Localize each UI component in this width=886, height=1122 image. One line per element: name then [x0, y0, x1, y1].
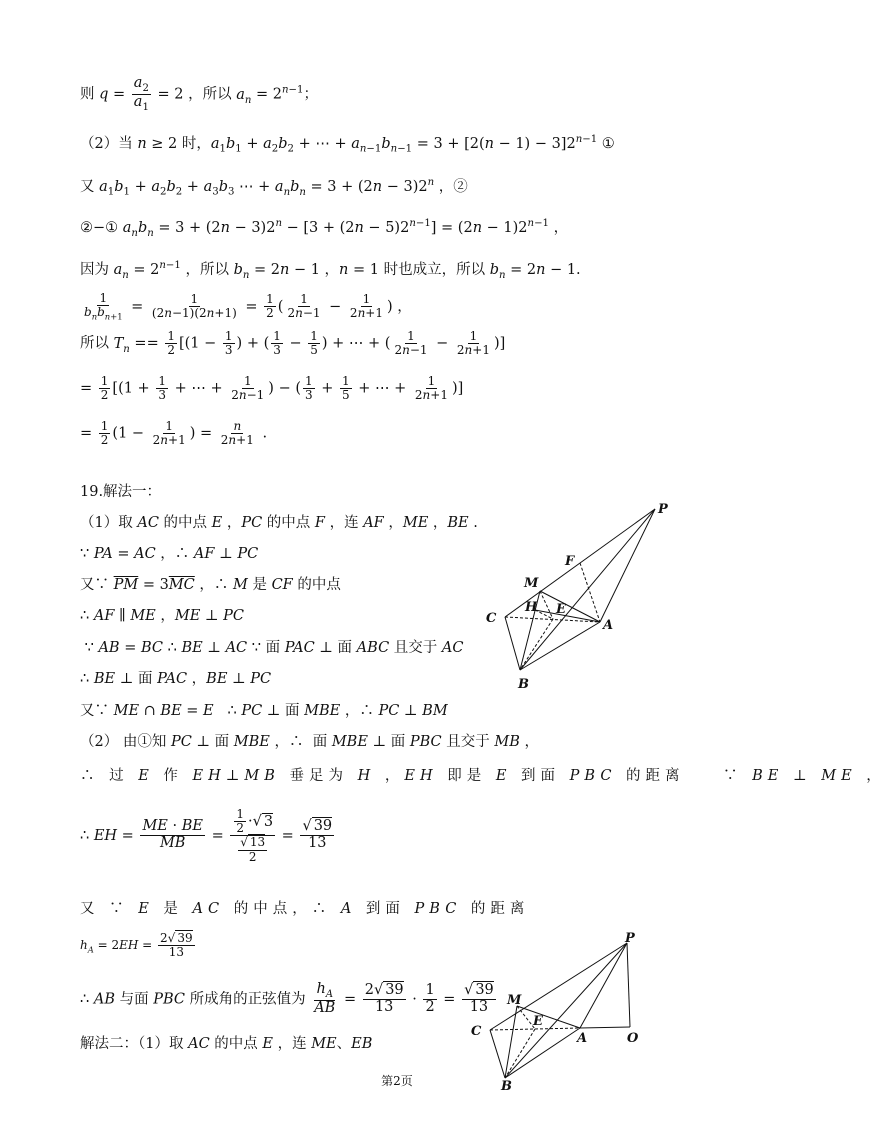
line-eq2: 又 $a_1b_1 + a_2b_2 + a_3b_3$ ⋯ + $a_nb_n = 3 + (2n - 3)2^n$ ，②	[80, 177, 468, 198]
line-tn-2: = $\frac{1}{2}$ [(1 + $\frac{1}{3}$ + ⋯ + $\frac{1}{2n-1}$ ) − ( $\frac{1}{3}$ + $\frac{1}{5}$ + ⋯ + $\frac{1}{2n+1}$ )]	[80, 374, 464, 403]
q19-line2: ∵ PA = AC ，∴ AF ⊥ PC	[80, 546, 259, 562]
q19-line10: 又 ∵ E 是 AC 的中点，∴ A 到面 PBC 的距离	[80, 901, 530, 917]
q19-line7: 又∵ ME ∩ BE = E ∴ PC ⊥ 面 MBE ，∴ PC ⊥ BM	[80, 703, 448, 719]
fig2-label-M: M	[507, 993, 522, 1008]
q19-line5: ∵ AB = BC ∴ BE ⊥ AC ∵ 面 PAC ⊥ 面 ABC 且交于 AC	[80, 640, 464, 656]
q19-ha: $h_A = 2EH$ = $\frac{2√ 39}{13}$	[80, 931, 193, 960]
figure-pyramid-2	[465, 930, 665, 1095]
fig1-label-P: P	[658, 502, 668, 517]
fig2-label-C: C	[471, 1024, 482, 1039]
q19-step1: （1）取 AC 的中点 E ，PC 的中点 F ，连 AF ，ME ，BE .	[80, 515, 478, 531]
q19-line8: （2） 由①知 PC ⊥ 面 MBE ，∴ 面 MBE ⊥ 面 PBC 且交于 MB ，	[80, 734, 539, 750]
line-eq-diff: ②−① $a_nb_n = 3 + (2n - 3)2^n - [3 + (2n - 5)2^{n-1}] = (2n - 1)2^{n-1}$ ，	[80, 218, 569, 239]
line-part2-eq1: （2）当 n ≥ 2 时，$a_1b_1 + a_2b_2$ + ⋯ + $a_{n-1}b_{n-1} = 3 + [2(n - 1) - 3]2^{n-1}$ ①	[80, 134, 615, 155]
fig1-label-E: E	[556, 602, 566, 617]
fig2-label-E: E	[533, 1014, 543, 1029]
q19-line6: ∴ BE ⊥ 面 PAC ，BE ⊥ PC	[80, 671, 272, 687]
q19-line9: ∴ 过 E 作 EH⊥MB 垂足为 H ，EH 即是 E 到面 PBC 的距离 ∵ BE ⊥ ME ，	[80, 768, 886, 784]
fig1-label-C: C	[486, 611, 497, 626]
q19-eh-formula: ∴ EH = $\frac{ME \cdot BE}{MB}$ = $\frac{1}{2}$ ·√ 3 $\frac{√ 13}{2}$ = $\frac{√ 39}{13}$	[80, 807, 333, 864]
fig1-label-A: A	[603, 618, 614, 633]
page-footer: 第2页	[381, 1074, 413, 1088]
fig2-label-P: P	[625, 931, 635, 946]
line-tn-1: 所以 $T_n$ == $\frac{1}{2}$ [(1 − $\frac{1}{3}$ ) + ( $\frac{1}{3}$ − $\frac{1}{5}$ ) + ⋯ + ( $\frac{1}{2n-1}$ − $\frac{1}{2n+1}$ )]	[80, 329, 506, 358]
figure-pyramid-1	[480, 495, 680, 695]
line-bn-result: 因为 $a_n = 2^{n-1}$ ，所以 $b_n = 2n - 1$ ，n = 1 时也成立，所以 $b_n = 2n - 1$.	[80, 260, 581, 281]
fig1-label-M: M	[524, 576, 539, 591]
line-split-fraction: $\frac{1}{b_nb_{n+1}}$ = $\frac{1}{(2n-1)(2n+1)}$ = $\frac{1}{2}$ ( $\frac{1}{2n-1}$ − $\frac{1}{2n+1}$ ) ，	[84, 291, 412, 322]
fig1-label-B: B	[518, 677, 529, 692]
line-q-ratio: 则 q = $\frac{a_2}{a_1}$ = 2 ，所以 $a_n = 2^{n-1}$；	[80, 75, 318, 113]
fig2-label-A: A	[577, 1031, 588, 1046]
q19-line4: ∴ AF ∥ ME ，ME ⊥ PC	[80, 608, 245, 624]
q19-sine: ∴ AB 与面 PBC 所成角的正弦值为 $\frac{h_A}{AB}$ = $\frac{2√ 39}{13}$ · $\frac{1}{2}$ = $\frac{√ 39}{13}$	[80, 981, 494, 1017]
fig1-label-F: F	[565, 554, 575, 569]
q19-method2: 解法二：（1）取 AC 的中点 E ，连 ME、EB	[80, 1036, 373, 1052]
fig2-label-B: B	[501, 1079, 512, 1094]
fig1-label-H: H	[525, 600, 538, 615]
q19-heading: 19.解法一：	[80, 484, 162, 500]
q19-line3: 又∵ $\overline{PM} = 3\overline{MC}$ ，∴ M 是 CF 的中点	[80, 577, 341, 593]
line-tn-3: = $\frac{1}{2}$ (1 − $\frac{1}{2n+1}$ ) = $\frac{n}{2n+1}$ .	[80, 419, 268, 448]
fig2-label-O: O	[627, 1031, 639, 1046]
